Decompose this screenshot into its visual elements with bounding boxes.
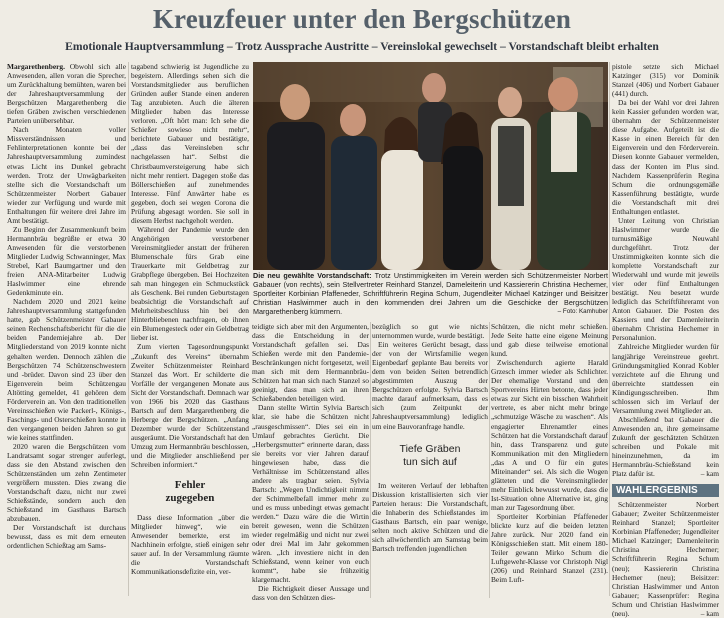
- author-credit: – kam: [700, 608, 719, 618]
- paragraph: Zwischendurch agierte Harald Grzesch immer wieder als Schlichter. Der ehemalige Vorstand und den Sportvereins Hirten betonte, dass jeder etwas zur Sicht ein bisschen Wahrheit vertrete, es aber nicht mehr bringe „schmutzige Wäsche zu waschen“. Als engagierter Ehrenamtler eines Schützen hat die Vorstandschaft darauf hin, dass Transparenz und gute Kommunikation mit den Mitgliedern „das A und O für ein gutes Miteinander“ sei. Als sich die Wogen glätteten und die Vereinsmitglieder mehr Einblick bewusst wurde, dass die Ist-Situation ohne Alternative ist, ging man zur Tagesordnung über.: [491, 358, 608, 512]
- column-divider: [128, 62, 129, 596]
- paragraph: bezüglich so gut wie nichts unternommen wurde, wurde bestätigt.: [372, 322, 488, 341]
- election-result-heading: WAHLERGEBNIS: [612, 484, 719, 497]
- paragraph: Während der Pandemie wurde den Angehörigen verstorbener Vereinsmitglieder anstatt der früheren Blumenschale fürs Grab eine Trauerkarte mit Geldbetrag zur Grabpflege übergeben. Bei Hochzeiten sah man hingegen ein Schmuckstück als Geschenk. Bei runden Geburtstagen beabsichtigt die Vorstandschaft auf Mehrheitsbeschluss hin bei den Hinterbliebenen nachfragen, ob ihnen ein Blumengesteck oder ein Geldbetrag lieber ist.: [131, 224, 249, 343]
- group-photo: [253, 62, 608, 270]
- intermediate-heading-line-1: Fehler: [174, 479, 206, 492]
- article-column-5: [491, 322, 608, 598]
- paragraph: Obwohl sich alle Anwesenden, allen voran die Sprecher, um Zurückhaltung bemühten, waren bei der Jahreshauptversammlung der Bergschützen Margarethenberg die tiefen Gräben zwischen verschiedenen Parteien unübersehbar.: [7, 62, 126, 126]
- article-column-3: [252, 322, 369, 603]
- paragraph: 2020 waren die Bergschützen vom Landratsamt sogar strenger auferlegt, dass sie den Abstand zwischen den Schützenständen um zehn Zentimeter vergrößern mussten. Dies zwang die Vorstandschaft dazu, nicht nur zwei Schießstände, sondern auch den Schießstand im Gasthaus Bartsch abzubauen.: [7, 441, 126, 524]
- paragraph: Dann stellte Wirtin Sylvia Bartsch klar, sie habe die Schützen nicht „rausgeschmissen“. Dies sei ein in Umlauf gebrachtes Gerücht. Die „Herbergsmutter“ erinnerte daran, dass sie bereits vor vier Jahren darauf hingewiesen habe, dass die Verhältnisse im Schützenstand alles andere als tragbar seien. Sylvia Bartsch: „Wegen Undichtigkeit nimmt der Schimmelbefall immer mehr zu und es muss unbedingt etwas gemacht werden.“ Dazu wäre die die Wirtin bereit gewesen, wenn die Schützen wieder regelmäßig und nicht nur zwei oder drei Mal im Jahr gekommen wären. „Ich investiere nicht in den Schießstand, wenn keiner von euch kommt“, habe sie frühzeitig klargemacht.: [252, 403, 369, 585]
- paragraph: Nach Monaten voller Missverständnissen und Fehlinterpretationen konnte bei der Jahreshauptversammlung zumindest etwas Licht ins Dunkel gebracht werden. Trotz der Unwägbarkeiten stellte sich die Vorstandschaft um Schützenmeister Norbert Gabauer wieder zur Verfügung und wurde mit Enthaltungen für weitere drei Jahre im Amt bestätigt.: [7, 125, 126, 225]
- intermediate-heading-line-2: zugegeben: [165, 492, 215, 505]
- column-divider: [489, 322, 490, 598]
- paragraph: Im weiteren Verlauf der lebhaften Diskussion kristallisierten sich vier Parteien heraus: Die Vorstandschaft, die Inhaberin des Schießstandes im Gasthaus Bartsch, ein paar wenige, selten noch aktive Schützen und die sich allwöchentlich am Samstag beim Bartsch treffenden jugendlichen: [372, 480, 488, 553]
- election-result-body: Schützenmeister Norbert Gabauer; Zweiter Schützenmeister Reinhard Stanzel; Sportleiter Korbinian Pfaffeneder; Jugendleiter Michael Katzinger; Damenleiterin Christina Hechemer; Schriftführerin Regina Schum (neu); Kassiererin Christina Hechemer (neu); Beisitzer: Christian Haslwimmer und Anton Gabauer; Kassenprüfer: Regina Schum und Christian Haslwimmer (neu).: [612, 500, 719, 618]
- dateline: Margarethenberg.: [7, 62, 65, 71]
- intermediate-heading: [131, 479, 249, 505]
- headline: Kreuzfeuer unter den Bergschützen: [152, 4, 572, 34]
- paragraph-text: Abschließend bat Gabauer die Anwesenden an, ihre gemeinsame Zukunft der geschätzten Schützen schreiben und Pokale mit hineinzunehmen, da im Hermannbräu-Schießstand kein Platz dafür ist.: [612, 414, 719, 479]
- photo-caption: [253, 272, 608, 317]
- article-column-6: [612, 62, 719, 618]
- pull-quote: [372, 443, 488, 469]
- subheadline: Emotionale Hauptversammlung – Trotz Aussprache Austritte – Vereinslokal gewechselt – Vorstandschaft bleibt erhalten: [65, 40, 659, 53]
- paragraph: Der Vorstandschaft ist durchaus bewusst, dass es mit dem erneuten ordentlichen Schießtag am Sams-: [7, 523, 126, 551]
- paragraph: pistole setzte sich Michael Katzinger (315) vor Dominik Stanzel (406) und Norbert Gabauer (441) durch.: [612, 62, 719, 99]
- caption-lead: Die neu gewählte Vorstandschaft:: [253, 271, 372, 280]
- article-column-1: [7, 62, 126, 596]
- paragraph: Da bei der Wahl vor drei Jahren kein Kassier gefunden worden war, übernahm der Schützenmeister diese Aufgabe. Aufgeteilt ist die Kasse in einen Bereich für den Eigenverein und den Förderverein. Diesen konnte Gabauer vermelden, dass der Konten im Plus sind. Nachdem Kassenprüferin Regina Schum die ordnungsgemäße Kassenführung bestätigte, wurde die Vorstandschaft mit drei Enthaltungen entlastet.: [612, 98, 719, 216]
- photo-credit: – Foto: Kamhuber: [557, 307, 608, 315]
- group-photo-image: [253, 62, 608, 270]
- paragraph: Sportleiter Korbinian Pfaffeneder blickte kurz auf die beiden letzten Jahre zurück. Nur 2020 fand ein Königsschießen statt. Mit einem 180-Teiler gewann Mirko Schum die Luftgewehr-Klasse vor Christoph Nigl (206) und Reinhard Stanzel (231). Beim Luft-: [491, 511, 608, 585]
- paragraph: Zahlreiche Mitglieder wurden für langjährige Vereinstreue geehrt. Gründungsmitglied Konrad Kobler verzichtete auf die Ehrung und überreichte stattdessen ein Kündigungsschreiben. Ihm schlossen sich im Verlauf der Versammlung zwei Mitglieder an.: [612, 342, 719, 415]
- pull-quote-line-2: tun sich auf: [403, 455, 457, 468]
- paragraph: Zu Beginn der Zusammenkunft beim Hermannbräu begrüßte er etwa 30 Anwesenden für die verstorbenen Mitglieder Ludwig Schwanninger, Max Strebel, Karl Baumgartner und den freien ANA-Mitarbeiter Ludwig Haslwimmer eine ehrende Gedenkminute ein.: [7, 224, 126, 298]
- paragraph: Die Richtigkeit dieser Aussage und dass von den Schützen dies-: [252, 584, 369, 603]
- pull-quote-line-1: Tiefe Gräben: [399, 442, 461, 455]
- paragraph: Ein weiteres Gerücht besagt, dass der von der Wirtsfamilie wegen Eigenbedarf geplante Bau bereits vor dem von beiden Seiten betrendlich abgestimmten Auszug der Bergschützen erfolgte. Sylvia Bartsch machte darauf aufmerksam, dass es sich (zum Zeitpunkt der Jahreshauptversammlung) lediglich um eine Bauvoranfrage handle.: [372, 340, 488, 431]
- election-result-text: [612, 500, 719, 618]
- article-column-2: [131, 62, 249, 596]
- caption-text: Trotz Unstimmigkeiten im Verein werden sich Schützenmeister Norbert Gabauer (von rechts), sein Stellvertreter Reinhard Stanzel, Dameleiterin und Kassiererin Christina Hechemer, Sportleiter Korbinian Pfaffeneder, Schriftführerin Regina Schum, Jugendleiter Michael Katzinger und Beisitzer Christian Haslwimmer auch in den kommenden drei Jahren um die Geschicke der Bergschützen Margarethenberg kümmern.: [253, 271, 609, 316]
- paragraph: Unter Leitung von Christian Haslwimmer wurde die turnusmäßige Neuwahl durchgeführt. Trotz der Unstimmigkeiten konnte sich die komplette Vorstandschaft zur Wiederwahl und wurde mit jeweils vier oder fünf Enthaltungen bestätigt. Neu besetzt wurde lediglich das Schriftführeramt von Anton Gabauer. Die Posten des Kassiers und der Damenleiterin übernahm Christina Hechemer in Personalunion.: [612, 215, 719, 343]
- paragraph: Dass diese Information „über die Mitglieder hinweg“, wie ein Anwesender bemerkte, erst im Nachhinein erfolgte, stieß einigen sehr sauer auf. In der Versammlung räumte die Vorstandschaft Kommunikationsdefizite ein, ver-: [131, 513, 249, 577]
- paragraph: teidigte sich aber mit den Argumenten, dass die Entscheidung in der Vorstandschaft gefallen sei. Das Schießen werde mit den Pandemie-Beschränkungen nicht fortgesetzt, weil man sich mit dem Hermannbräu-Schützen hat man sich nach Stanzel so geeinigt, dass man sich an ihren Schießabenden beteiligen wird.: [252, 322, 369, 404]
- paragraph: tagabend schwierig ist Jugendliche zu begeistern. Allerdings sehen sich die Vorstandsmitglieder aus beruflichen Gründen außer Stande einen anderen Tag anzubieten. Auch die älteren Mitglieder haben das Interesse verloren. „Oft hört man: Ich sehe die Schießer sowieso nicht mehr“, berichtete Gabauer und bestätigte, „dass das Vereinsleben schr nachgelassen hat“. Selbst die Christbaumversteigerung habe sich nicht mehr rentiert. Dagegen stoße das Böllerschießen auf zunehmendes Interesse. Fünf Anwärter habe es gegeben, doch sei wegen Corona die Prüfung abgesagt worden. Sie soll in diesem Herbst nachgeholt werden.: [131, 62, 249, 225]
- paragraph: Nachdem 2020 und 2021 keine Jahreshauptversammlung stattgefunden hatte, gab Schützenmeister Gabauer seinen Rechenschaftsbericht für die die beiden Pandemiejahre ab. Der Mitgliederstand von 2019 konnte nicht gehalten werden. Dennoch zählen die Bergschützen 74 Schützenschwestern und -brüder. Davon sind 23 über den Eigenverein beim Schützengau Altötting gemeldet, 41 gehören dem Förderverein an. Von den traditionellen Vereinsschießen wie Packerl-, Königs-, Faschings- und Osterschießen konnte in den vergangenen beiden Jahren so gut wie keines stattfinden.: [7, 297, 126, 442]
- author-credit: – kam: [700, 469, 719, 479]
- column-divider: [609, 62, 610, 596]
- paragraph: [612, 415, 719, 478]
- article-column-4: [372, 322, 488, 598]
- paragraph: Zum vierten Tagesordnungspunkt „Zukunft des Vereins“ übernahm Zweiter Schützenmeister Reinhard Stanzel das Wort. Er schilderte die Vorfälle der vergangenen Monate aus Sicht der Vorstandschaft. Demnach war von 1966 bis 2020 das Gasthaus Bartsch auf dem Margarethenberg die Herberge der Bergschützen. „Anfang Dezember wurde der Schützenstand ausgeräumt. Die Vorstandschaft hat den Umzug zum Hermannbräu beschlossen, und die Mitglieder anschließend per Schreiben informiert.“: [131, 342, 249, 470]
- paragraph: Schützen, die nicht mehr schießen. Jede Seite hatte eine eigene Meinung und gab diese teilweise emotional kund.: [491, 322, 608, 359]
- column-divider: [370, 322, 371, 598]
